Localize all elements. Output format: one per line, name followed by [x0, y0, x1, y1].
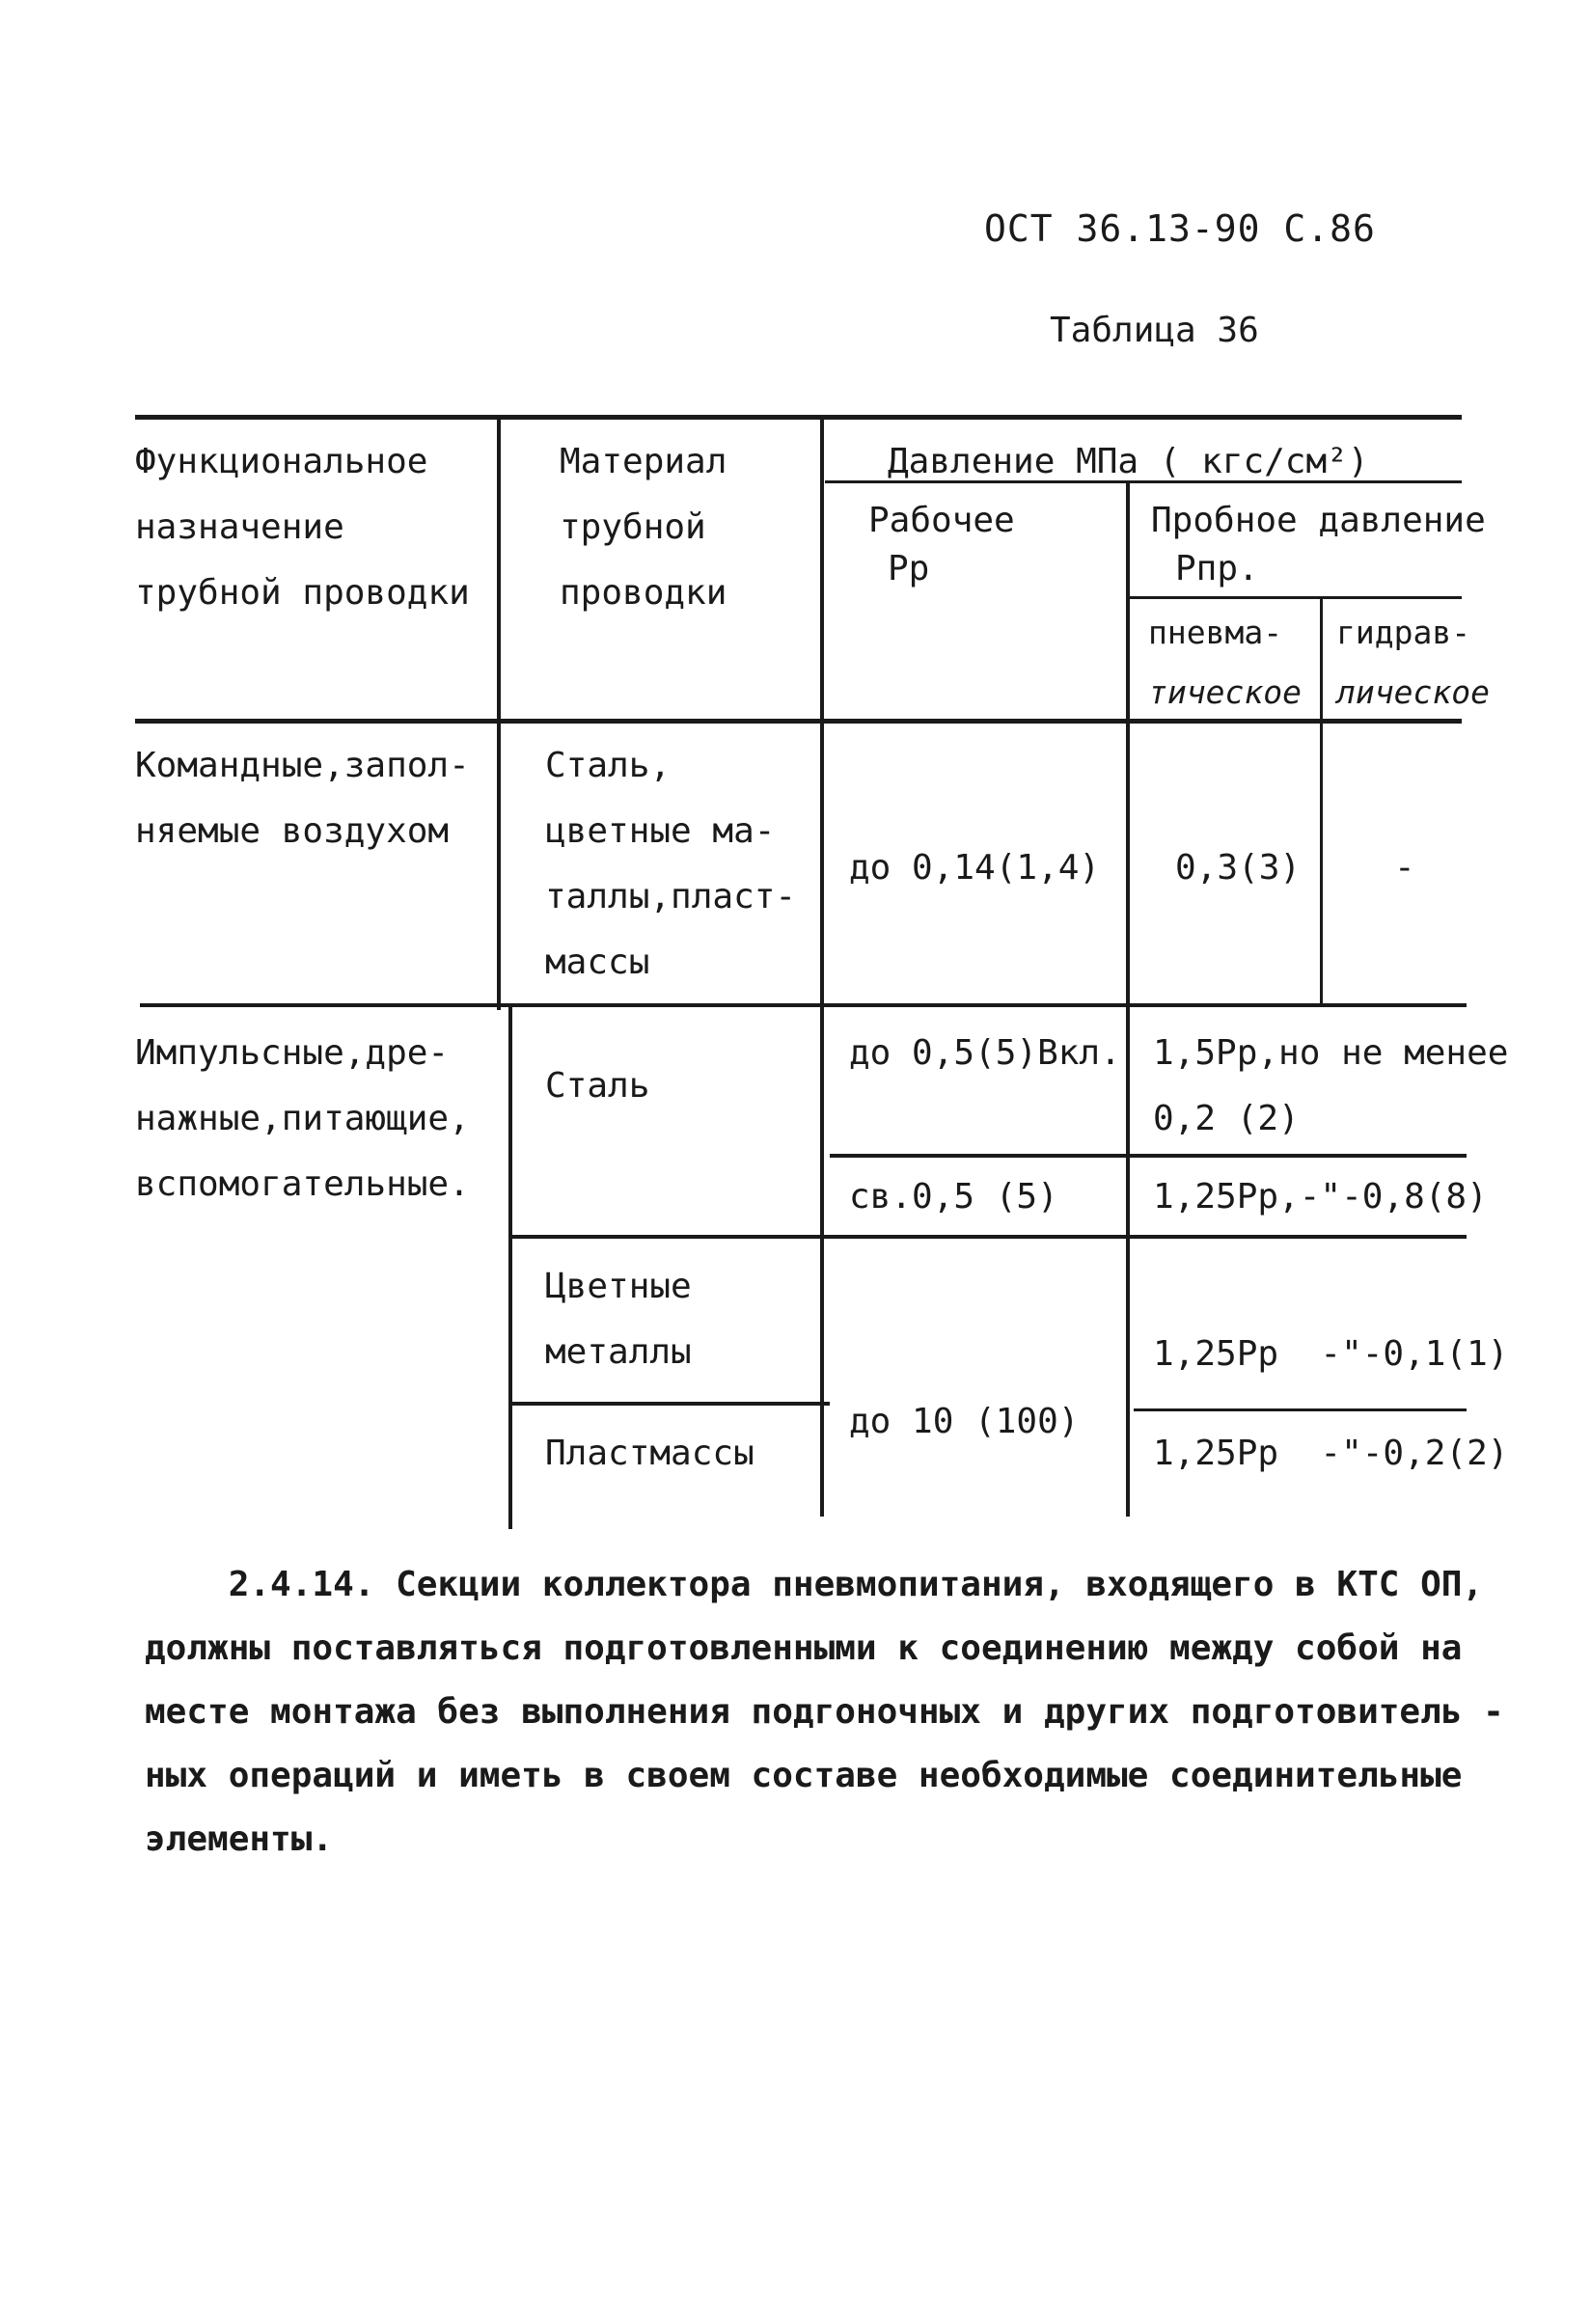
table-top-rule [135, 415, 1462, 420]
paragraph-line: должны поставляться подготовленными к соединению между собой на [145, 1628, 1463, 1668]
header-pressure: Давление МПа ( кгс/см²) [888, 442, 1369, 481]
col-divider-1 [497, 417, 501, 1010]
header-hydraulic: гидрав- лическое [1336, 614, 1490, 711]
col-divider-4 [1320, 598, 1323, 1003]
col-divider-2 [820, 417, 824, 1517]
row1-working: до 0,14(1,4) [849, 848, 1101, 888]
nonferrous-test-split-rule [1134, 1408, 1467, 1411]
test-underline [1129, 596, 1462, 599]
row2-plastics-test: 1,25Рр -"-0,2(2) [1153, 1434, 1509, 1473]
steel-split-rule [830, 1154, 1467, 1158]
row2-steel-high-working: св.0,5 (5) [849, 1177, 1058, 1217]
row1-bottom-rule [140, 1003, 1467, 1007]
row2-plastics: Пластмассы [545, 1434, 754, 1473]
row2-steel-low-test: 1,5Рр,но не менее 0,2 (2) [1153, 1033, 1509, 1138]
paragraph-line: месте монтажа без выполнения подгоночных и других подготовитель - [145, 1692, 1504, 1732]
row2-steel-low-working: до 0,5(5)Вкл. [849, 1033, 1121, 1073]
header-material: Материал трубной проводки [560, 442, 727, 613]
row1-function: Командные,запол- няемые воздухом [135, 746, 470, 851]
page-header: ОСТ 36.13-90 С.86 [984, 207, 1376, 250]
row2-plastics-working: до 10 (100) [849, 1402, 1080, 1441]
row2-nonferrous-test: 1,25Рр -"-0,1(1) [1153, 1334, 1509, 1374]
row1-material: Сталь, цветные ма- таллы,пласт- массы [545, 746, 797, 982]
table-caption: Таблица 36 [1050, 311, 1259, 350]
row2-function: Импульсные,дре- нажные,питающие, вспомогательные. [135, 1033, 470, 1204]
paragraph-line: ных операций и иметь в своем составе необходимые соединительные [145, 1756, 1463, 1795]
header-function: Функциональное назначение трубной проводки [135, 442, 470, 613]
col-divider-1b [508, 1003, 512, 1529]
row2-steel-high-test: 1,25Рр,-"-0,8(8) [1153, 1177, 1488, 1217]
steel-bottom-rule [511, 1235, 1467, 1239]
nonferrous-split-rule [511, 1402, 830, 1406]
header-test: Пробное давление Рпр. [1151, 501, 1486, 588]
row1-pneumatic: 0,3(3) [1175, 848, 1302, 888]
paragraph-line: элементы. [145, 1819, 334, 1859]
row2-nonferrous: Цветные металлы [545, 1267, 692, 1372]
body-paragraph [145, 1553, 1504, 1872]
col-divider-3 [1126, 482, 1130, 1517]
row1-hydraulic: - [1394, 848, 1415, 888]
row2-steel: Сталь [545, 1066, 650, 1106]
paragraph-line: 2.4.14. Секции коллектора пневмопитания, входящего в КТС ОП, [145, 1565, 1484, 1604]
header-working: Рабочее Рр [868, 501, 1015, 588]
header-pneumatic: пневма- тическое [1148, 614, 1302, 711]
